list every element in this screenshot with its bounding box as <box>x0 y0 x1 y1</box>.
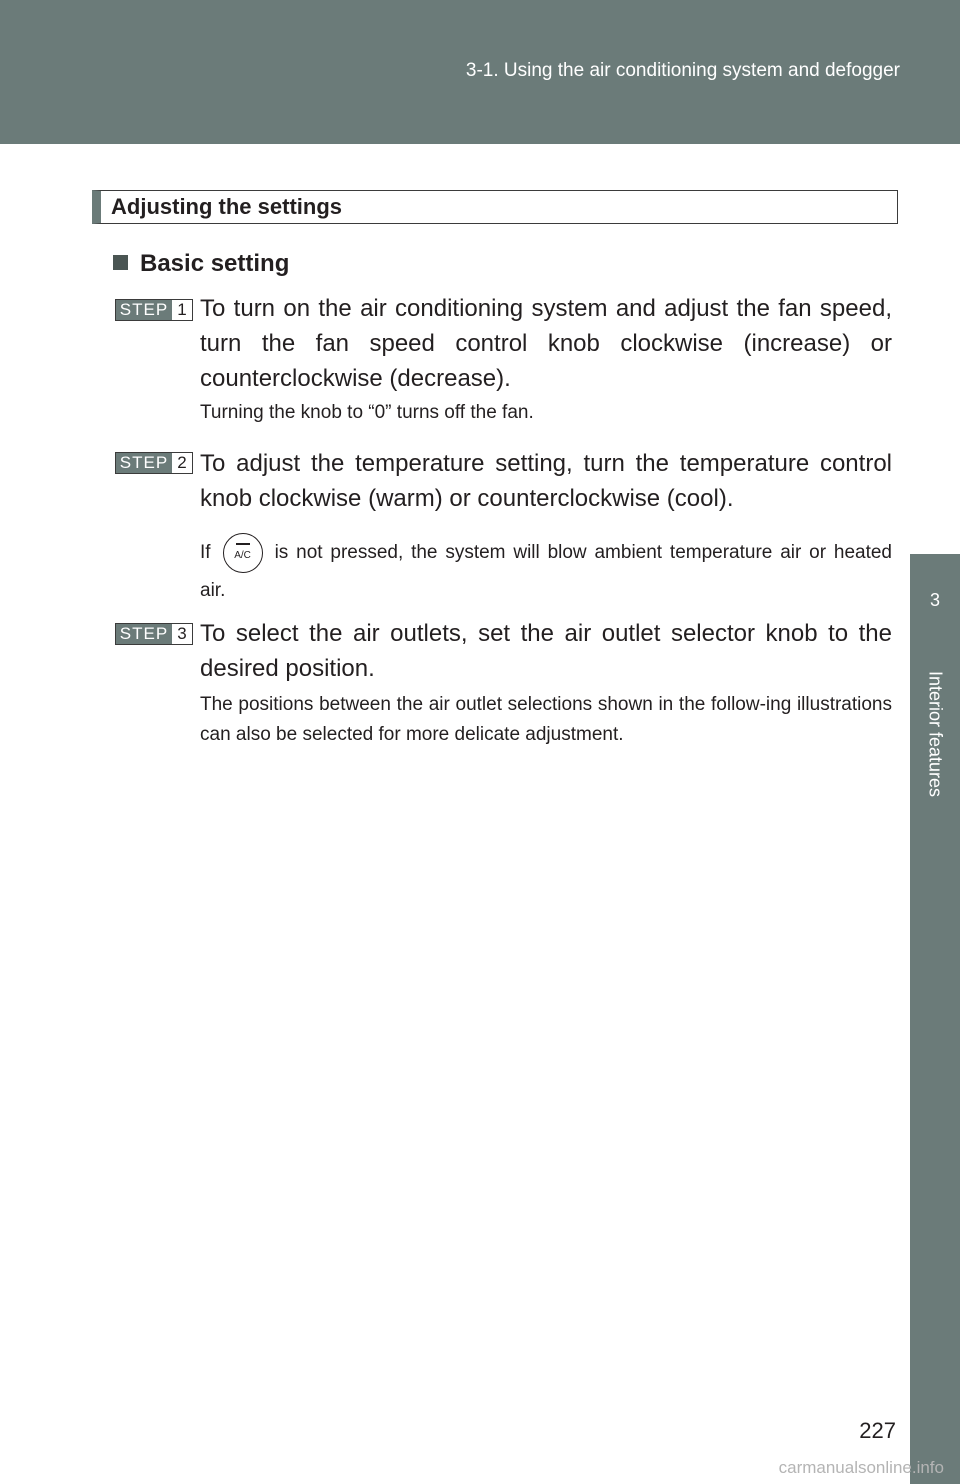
step-3-text: To select the air outlets, set the air outlet selector knob to the desired position. <box>200 620 892 682</box>
chapter-side-tab <box>910 554 960 1484</box>
step-3-note: The positions between the air outlet selections shown in the follow-ing illustrations can also be selected for more delicate adjustment. <box>200 694 892 745</box>
step-1-note: Turning the knob to “0” turns off the fan. <box>200 402 534 423</box>
subsection-heading <box>113 250 289 278</box>
section-heading-box <box>92 190 898 224</box>
ac-button-label: A/C <box>234 549 251 561</box>
step-badge-word: STEP <box>116 300 172 320</box>
step-badge-number: 3 <box>177 624 187 643</box>
note-if-word: If <box>200 542 211 563</box>
step-badge-number: 1 <box>177 300 187 319</box>
header-bar <box>0 0 960 144</box>
note-remaining-text: is not pressed, the system will blow ambient temperature air or heated air. <box>200 542 892 601</box>
ac-button-icon <box>223 533 263 573</box>
subsection-title: Basic setting <box>140 250 290 277</box>
step-1-text: To turn on the air conditioning system and adjust the fan speed, turn the fan speed control knob clockwise (increase) or counterclockwise (decrease). <box>200 295 892 392</box>
page-number: 227 <box>859 1418 896 1443</box>
section-title: Adjusting the settings <box>111 194 342 219</box>
step-badge-word: STEP <box>116 453 172 473</box>
square-bullet-icon <box>113 255 128 270</box>
watermark: carmanualsonline.info <box>778 1458 944 1477</box>
step-2-badge <box>115 452 193 474</box>
step-badge-number: 2 <box>177 453 187 472</box>
step-3-badge <box>115 623 193 645</box>
chapter-title: Interior features <box>925 670 946 798</box>
step-2-text: To adjust the temperature setting, turn the temperature control knob clockwise (warm) or counterclockwise (cool). <box>200 450 892 512</box>
chapter-number: 3 <box>929 590 940 610</box>
step-1-badge <box>115 299 193 321</box>
running-head: 3-1. Using the air conditioning system and defogger <box>465 60 900 81</box>
step-2-note <box>200 534 892 610</box>
step-badge-word: STEP <box>116 624 172 644</box>
